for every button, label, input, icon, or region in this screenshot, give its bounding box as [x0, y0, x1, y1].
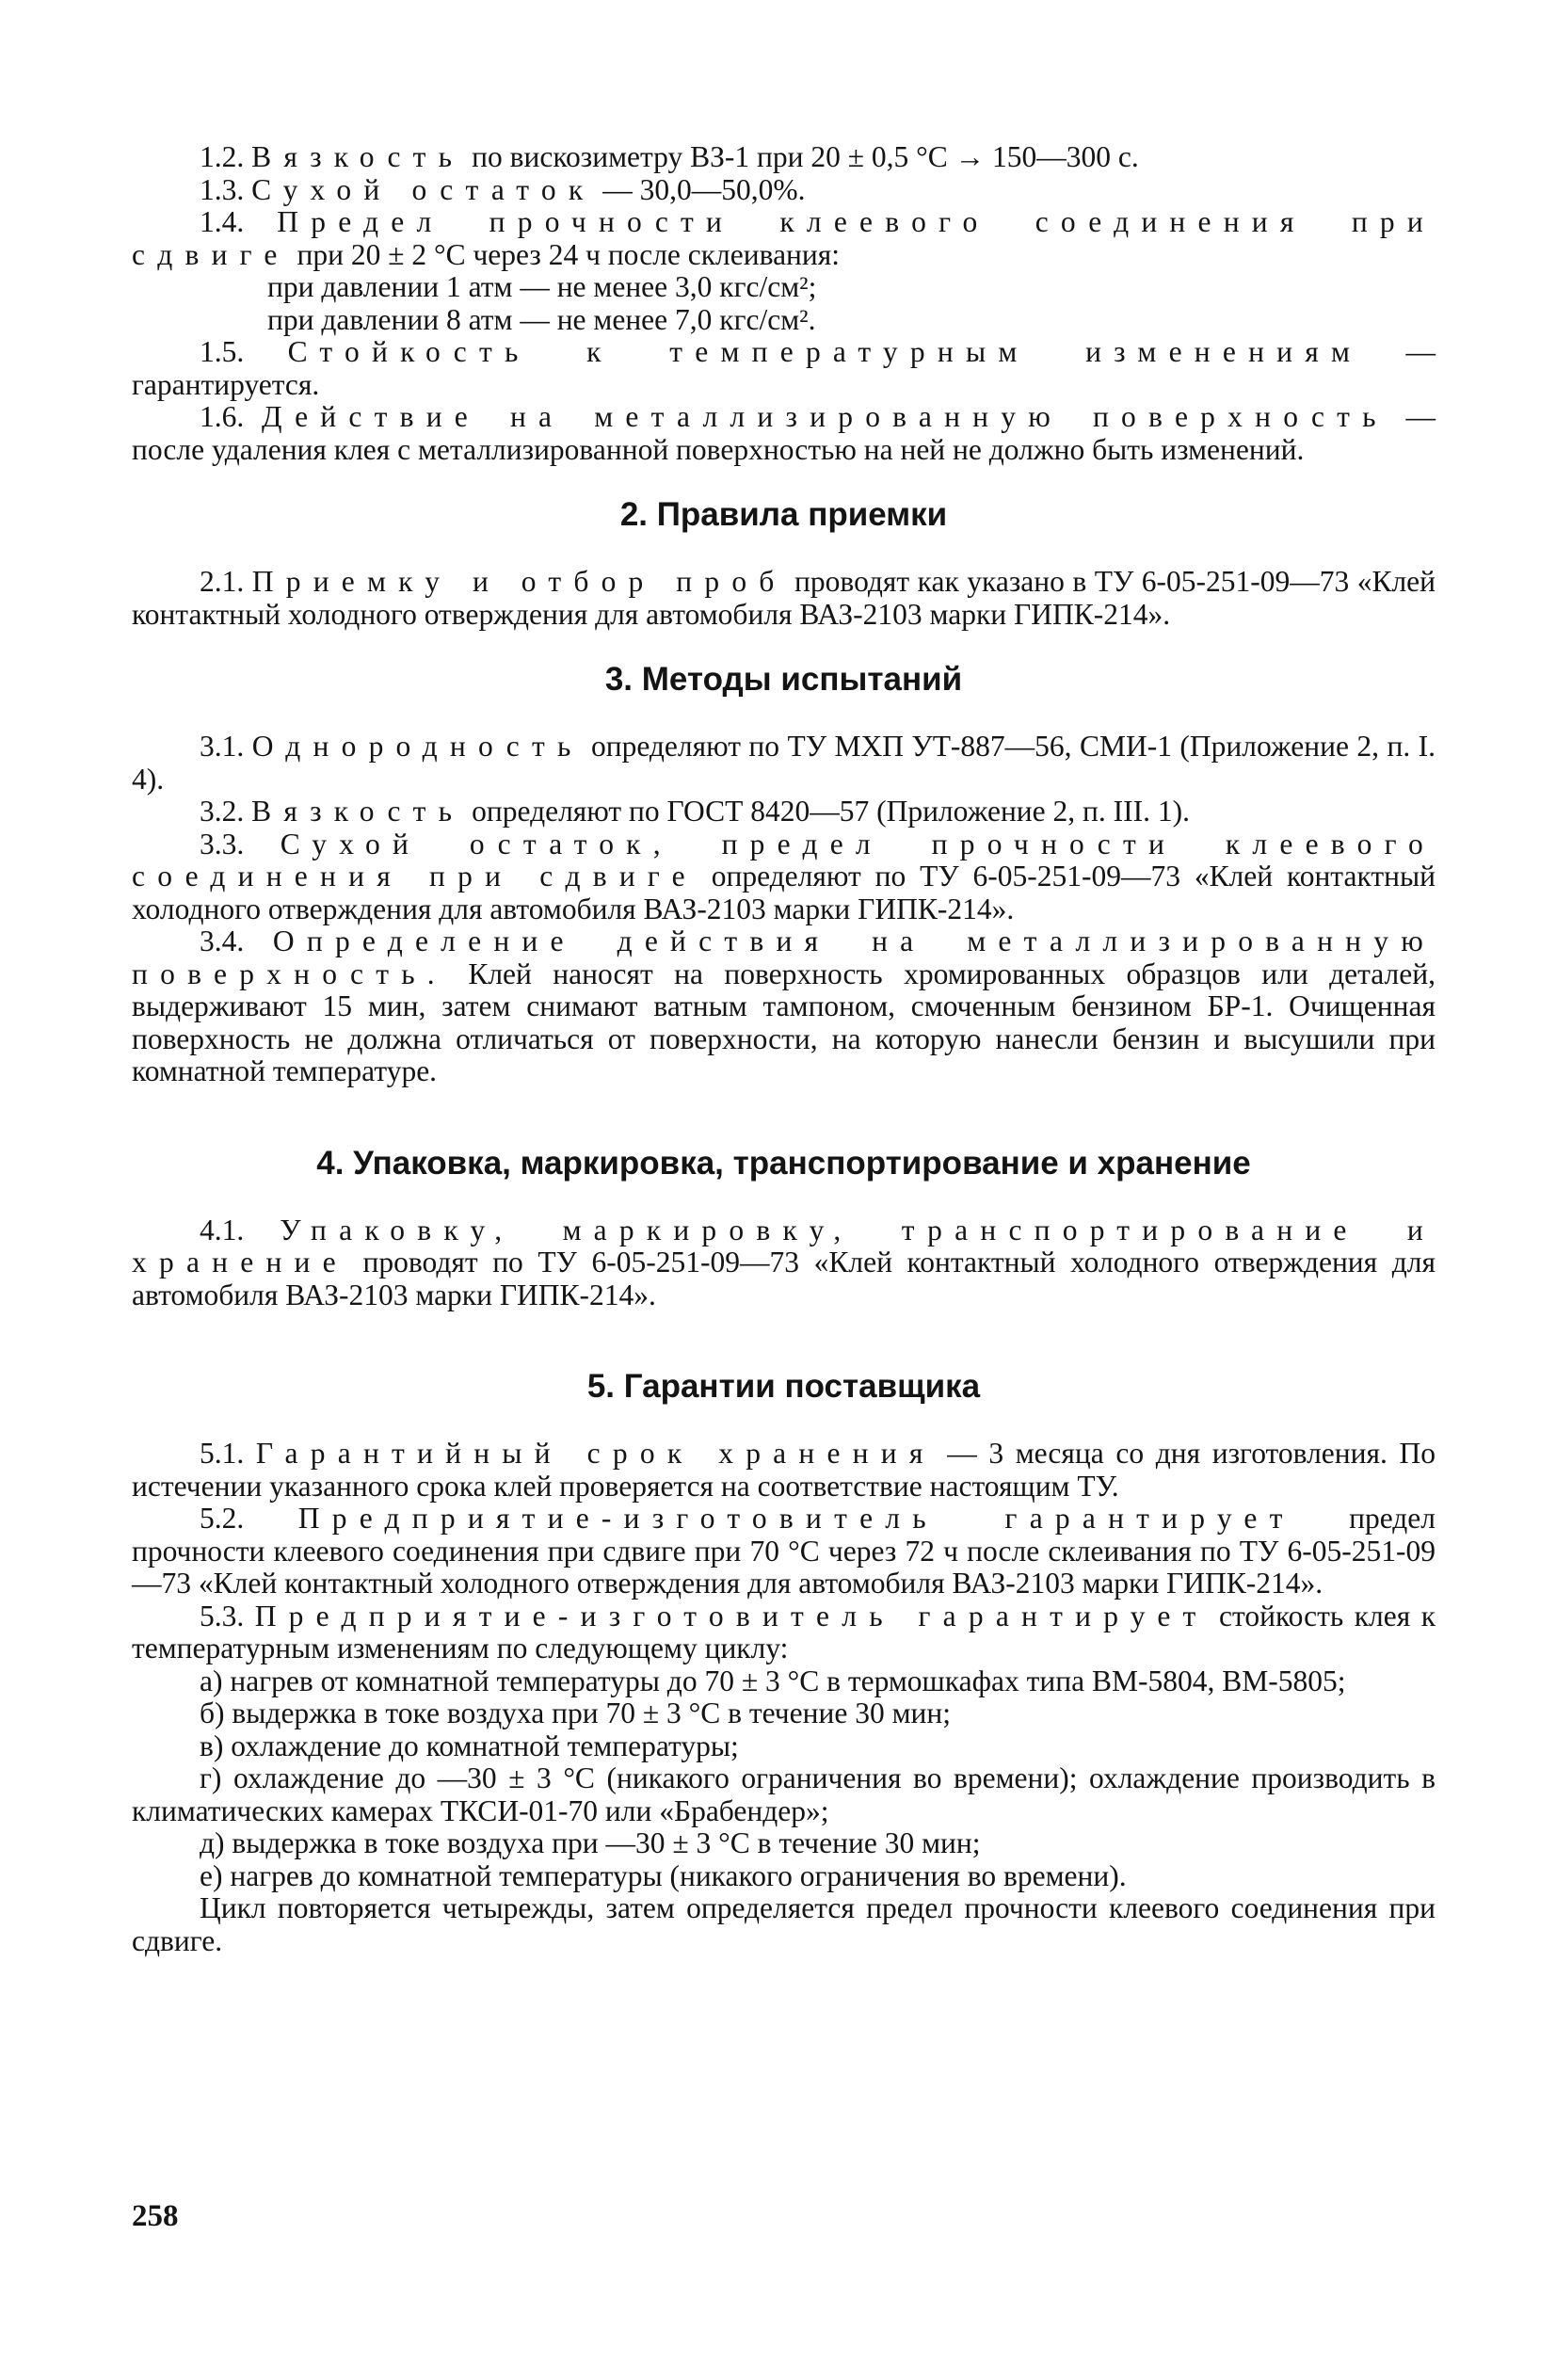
- para-text: — 30,0—50,0%.: [595, 172, 806, 206]
- item-number: 3.2.: [200, 795, 245, 828]
- cycle-item-g: г) охлаждение до —30 ± 3 °С (никакого ограничения во времени); охлаждение производить в климатических камерах ТКСИ-01-70 или «Брабендер»;: [132, 1761, 1436, 1827]
- spaced-term: Предприятие-изготовитель гарантирует: [297, 1502, 1295, 1535]
- para-2-1: [132, 566, 1436, 631]
- para-3-3: [132, 828, 1436, 926]
- spaced-term: Вязкость: [251, 795, 465, 828]
- cycle-item-e: е) нагрев до комнатной температуры (никакого ограничения во времени).: [200, 1858, 1127, 1892]
- para-text: — гарантируется.: [132, 335, 1436, 401]
- pressure-line-2: при давлении 8 атм — не менее 7,0 кгс/см².: [267, 302, 816, 336]
- item-number: 4.1.: [200, 1213, 245, 1246]
- spaced-term: Вязкость: [251, 140, 465, 173]
- para-1-6: [132, 401, 1436, 466]
- spaced-term: Однородность: [251, 730, 584, 763]
- spaced-term: Определение действия на металлизированную поверхность.: [132, 925, 1436, 990]
- item-number: 3.4.: [200, 925, 245, 957]
- spaced-term: Стойкость к температурным изменениям: [287, 335, 1363, 368]
- section-2-heading: 2. Правила приемки: [619, 496, 948, 533]
- pressure-line-1: при давлении 1 атм — не менее 3,0 кгс/см²;: [267, 270, 817, 303]
- para-3-1: [132, 731, 1436, 796]
- para-text: проводят по ТУ 6-05-251-09—73 «Клей контактный холодного отверждения для автомобиля ВАЗ-2103 марки ГИПК-214».: [132, 1246, 1436, 1311]
- cycle-item-d: д) выдержка в токе воздуха при —30 ± 3 °С в течение 30 мин;: [200, 1826, 981, 1859]
- para-text: определяют по ТУ МХП УТ-887—56, СМИ-1 (Приложение 2, п. I. 4).: [132, 730, 1436, 796]
- para-text: стойкость клея к температурным изменениям по следующему циклу:: [132, 1599, 1436, 1664]
- item-number: 1.2.: [200, 140, 245, 173]
- para-1-4: [132, 206, 1436, 271]
- section-5-heading: 5. Гарантии поставщика: [586, 1368, 981, 1405]
- page-number: 258: [132, 2199, 179, 2233]
- para-3-4: [132, 925, 1436, 1088]
- item-number: 2.1.: [200, 565, 245, 598]
- para-3-2: [132, 796, 1436, 828]
- document-page: [132, 141, 1436, 1957]
- item-number: 1.3.: [200, 172, 245, 206]
- para-text: определяют по ГОСТ 8420—57 (Приложение 2, п. III. 1).: [464, 795, 1190, 828]
- spaced-term: Гарантийный срок хранения: [255, 1437, 936, 1470]
- cycle-item-v: в) охлаждение до комнатной температуры;: [200, 1729, 739, 1762]
- spaced-term: Приемку и отбор проб: [251, 565, 787, 598]
- spaced-term: Упаковку, маркировку, транспортирование и хранение: [132, 1213, 1436, 1278]
- spaced-term: Сухой остаток: [251, 172, 596, 206]
- item-number: 3.1.: [200, 730, 245, 763]
- para-5-3: [132, 1600, 1436, 1665]
- spaced-term: Действие на металлизированную поверхность: [261, 400, 1388, 433]
- para-text: — 3 месяца со дня изготовления. По истечении указанного срока клей проверяется на соответствие настоящим ТУ.: [132, 1437, 1436, 1503]
- para-text: Клей наносят на поверхность хромированных образцов или деталей, выдерживают 15 мин, затем снимают ватным тампоном, смоченным бензином БР-1. Очищенная поверхность не должна отличаться от поверхности, на которую нанесли бензин и высушили при комнатной температуре.: [132, 957, 1436, 1087]
- item-number: 5.3.: [200, 1599, 245, 1632]
- spaced-term: Предел прочности клеевого соединения при сдвиге: [132, 205, 1436, 271]
- item-number: 5.1.: [200, 1437, 245, 1470]
- para-5-2: [132, 1503, 1436, 1600]
- item-number: 1.4.: [200, 205, 245, 238]
- closing-paragraph: Цикл повторяется четырежды, затем определяется предел прочности клеевого соединения при сдвиге.: [132, 1891, 1436, 1957]
- para-text: проводят как указано в ТУ 6-05-251-09—73 «Клей контактный холодного отверждения для автомобиля ВАЗ-2103 марки ГИПК-214».: [132, 565, 1436, 631]
- cycle-item-b: б) выдержка в токе воздуха при 70 ± 3 °С в течение 30 мин;: [200, 1697, 951, 1729]
- item-number: 1.6.: [200, 400, 245, 433]
- item-number: 5.2.: [200, 1502, 245, 1535]
- section-3-heading: 3. Методы испытаний: [604, 661, 963, 698]
- para-text: по вискозиметру ВЗ-1 при 20 ± 0,5 °С → 150—300 с.: [464, 140, 1139, 173]
- section-4-heading: 4. Упаковка, маркировка, транспортирование и хранение: [316, 1144, 1251, 1182]
- para-1-3: [132, 174, 1436, 207]
- para-text: определяют по ТУ 6-05-251-09—73 «Клей контактный холодного отверждения для автомобиля ВАЗ-2103 марки ГИПК-214».: [132, 860, 1436, 925]
- cycle-item-a: а) нагрев от комнатной температуры до 70 ± 3 °С в термошкафах типа ВМ-5804, ВМ-5805;: [200, 1664, 1346, 1697]
- para-1-5: [132, 336, 1436, 401]
- para-text: при 20 ± 2 °С через 24 ч после склеивания:: [289, 237, 841, 271]
- para-1-2: [132, 141, 1436, 174]
- para-5-1: [132, 1438, 1436, 1503]
- para-text: предел прочности клеевого соединения при сдвиге при 70 °С через 72 ч после склеивания по ТУ 6-05-251-09—73 «Клей контактный холодного отверждения для автомобиля ВАЗ-2103 марки ГИПК-214».: [132, 1502, 1436, 1600]
- item-number: 1.5.: [200, 335, 245, 368]
- spaced-term: Сухой остаток, предел прочности клеевого соединения при сдвиге: [132, 827, 1436, 892]
- spaced-term: Предприятие-изготовитель гарантирует: [254, 1599, 1209, 1632]
- para-4-1: [132, 1214, 1436, 1312]
- item-number: 3.3.: [200, 827, 245, 860]
- para-text: — после удаления клея с металлизированной поверхностью на ней не должно быть изменений.: [132, 400, 1436, 466]
